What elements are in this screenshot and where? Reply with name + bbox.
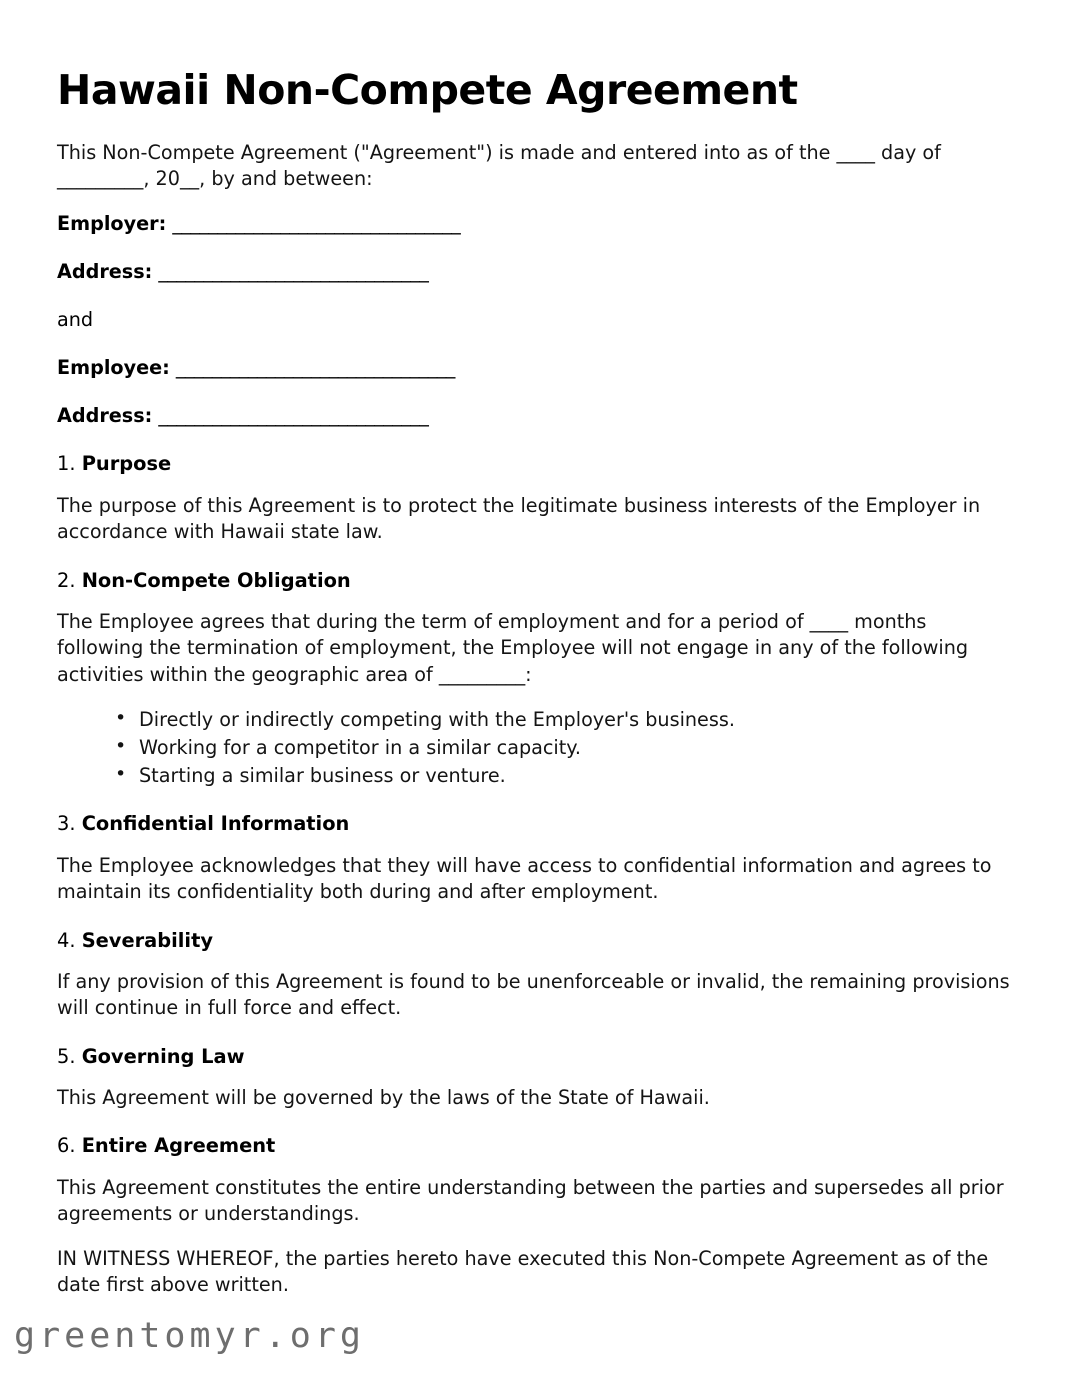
non-compete-activity-list: [57, 706, 1015, 789]
section-heading-1: [57, 451, 1015, 476]
section-heading-6: [57, 1133, 1015, 1158]
section-number: 5.: [57, 1044, 76, 1068]
employee-address-field: [57, 403, 1015, 429]
section-heading-2: [57, 568, 1015, 593]
section-body-6: This Agreement constitutes the entire understanding between the parties and supersedes all prior agreements or understandings.: [57, 1175, 1004, 1226]
section-title: Purpose: [81, 452, 172, 476]
page-title: Hawaii Non-Compete Agreement: [57, 66, 798, 114]
section-heading-3: [57, 811, 1015, 836]
section-number: 6.: [57, 1134, 76, 1158]
list-item: • Starting a similar business or venture.: [115, 762, 1015, 790]
employer-blank-line[interactable]: ________________________________: [172, 211, 461, 235]
employee-label: Employee:: [57, 356, 170, 380]
section-body-2: The Employee agrees that during the term of employment and for a period of ____ months following the termination of employment, the Employee will not engage in any of the following activities within the geographic area of _________:: [57, 609, 969, 686]
parties-conjunction: and: [57, 308, 94, 332]
section-body-5: This Agreement will be governed by the laws of the State of Hawaii.: [57, 1085, 710, 1109]
employer-address-blank-line[interactable]: ______________________________: [158, 260, 429, 284]
employer-label: Employer:: [57, 211, 167, 235]
employer-field: [57, 211, 1015, 237]
section-number: 3.: [57, 812, 76, 836]
intro-paragraph: This Non-Compete Agreement ("Agreement") is made and entered into as of the ____ day of _________, 20__, by and between:: [57, 140, 941, 191]
section-title: Governing Law: [81, 1044, 245, 1068]
employer-address-field: [57, 259, 1015, 285]
employee-address-label: Address:: [57, 404, 153, 428]
employee-address-blank-line[interactable]: ______________________________: [158, 404, 429, 428]
employee-blank-line[interactable]: _______________________________: [175, 356, 455, 380]
section-heading-5: [57, 1044, 1015, 1069]
section-title: Severability: [81, 928, 213, 952]
witness-paragraph: IN WITNESS WHEREOF, the parties hereto have executed this Non-Compete Agreement as of the date first above written.: [57, 1246, 989, 1297]
section-body-1: The purpose of this Agreement is to protect the legitimate business interests of the Employer in accordance with Hawaii state law.: [57, 493, 981, 544]
list-item: • Working for a competitor in a similar capacity.: [115, 734, 1015, 762]
employee-field: [57, 355, 1015, 381]
section-title: Entire Agreement: [81, 1134, 276, 1158]
section-body-3: The Employee acknowledges that they will have access to confidential information and agrees to maintain its confidentiality both during and after employment.: [57, 853, 992, 904]
employer-address-label: Address:: [57, 260, 153, 284]
section-number: 4.: [57, 928, 76, 952]
section-number: 1.: [57, 452, 76, 476]
section-heading-4: [57, 928, 1015, 953]
section-body-4: If any provision of this Agreement is found to be unenforceable or invalid, the remaining provisions will continue in full force and effect.: [57, 969, 1010, 1020]
section-number: 2.: [57, 568, 76, 592]
site-watermark: greentomyr.org: [14, 1316, 366, 1356]
section-title: Confidential Information: [81, 812, 350, 836]
section-title: Non-Compete Obligation: [81, 568, 351, 592]
list-item: • Directly or indirectly competing with the Employer's business.: [115, 706, 1015, 734]
